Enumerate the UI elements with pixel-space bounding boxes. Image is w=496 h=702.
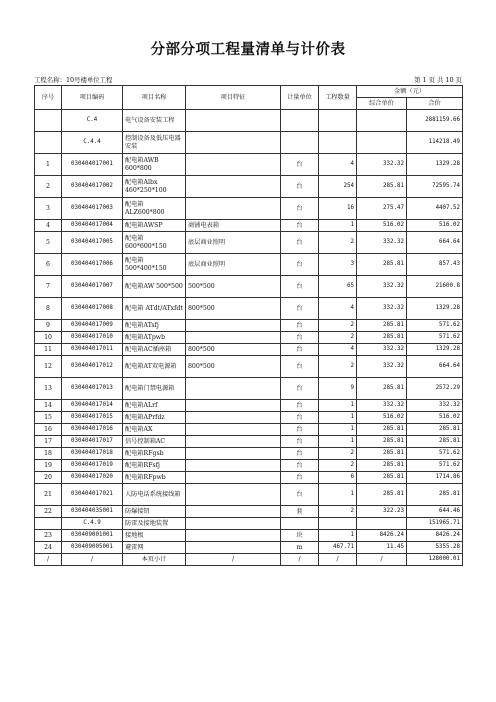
header-feature: 项目特征 xyxy=(186,86,281,110)
cell-qty: 3 xyxy=(319,254,357,276)
cell-qty xyxy=(319,518,357,530)
cell-code: 030409001001 xyxy=(62,530,123,542)
cell-qty: 2 xyxy=(319,356,357,378)
cell-seq: 13 xyxy=(35,378,62,400)
cell-qty: 2 xyxy=(319,320,357,332)
cell-seq: 21 xyxy=(35,484,62,506)
cell-total: 114218.49 xyxy=(407,132,463,154)
cell-code: 030404017004 xyxy=(62,220,123,232)
cell-code: 030404017001 xyxy=(62,154,123,176)
cell-code: 030404017013 xyxy=(62,378,123,400)
cell-code: 030404017002 xyxy=(62,176,123,198)
bill-of-quantities-table xyxy=(34,85,463,566)
cell-feature xyxy=(186,198,281,220)
cell-name: 配电箱ATpwb xyxy=(123,332,186,344)
cell-code: C.4.4 xyxy=(62,132,123,154)
table-row xyxy=(35,254,463,276)
cell-unit: 台 xyxy=(281,484,319,506)
cell-unit-price: 285.81 xyxy=(357,436,407,448)
cell-name: 配电箱Albx 460*250*100 xyxy=(123,176,186,198)
cell-name: 人防电话系统接线箱 xyxy=(123,484,186,506)
cell-seq: / xyxy=(35,554,62,566)
cell-unit: 台 xyxy=(281,356,319,378)
cell-unit xyxy=(281,132,319,154)
cell-feature xyxy=(186,460,281,472)
cell-feature xyxy=(186,378,281,400)
cell-unit-price: 332.32 xyxy=(357,356,407,378)
cell-total: 571.62 xyxy=(407,448,463,460)
cell-unit: 套 xyxy=(281,506,319,518)
cell-unit-price: 285.81 xyxy=(357,378,407,400)
cell-unit-price: 516.02 xyxy=(357,412,407,424)
cell-name: 配电箱AWB 600*800 xyxy=(123,154,186,176)
cell-total: 516.02 xyxy=(407,412,463,424)
cell-name: 配电箱门禁电源箱 xyxy=(123,378,186,400)
cell-name: 防雷及接地装置 xyxy=(123,518,186,530)
cell-feature xyxy=(186,154,281,176)
cell-seq: 8 xyxy=(35,298,62,320)
table-row xyxy=(35,412,463,424)
cell-total: 1329.28 xyxy=(407,298,463,320)
cell-seq: 15 xyxy=(35,412,62,424)
cell-feature xyxy=(186,542,281,554)
cell-qty: 2 xyxy=(319,332,357,344)
cell-name: 配电箱RFsfj xyxy=(123,460,186,472)
cell-unit: 台 xyxy=(281,198,319,220)
header-name: 项目名称 xyxy=(123,86,186,110)
cell-code: 030404017014 xyxy=(62,400,123,412)
cell-qty xyxy=(319,110,357,132)
cell-qty: 16 xyxy=(319,198,357,220)
cell-code: C.4 xyxy=(62,110,123,132)
cell-feature: 800*500 xyxy=(186,298,281,320)
cell-name: 配电箱RFgsb xyxy=(123,448,186,460)
table-row xyxy=(35,220,463,232)
cell-seq: 16 xyxy=(35,424,62,436)
cell-unit: 台 xyxy=(281,344,319,356)
cell-total: 571.62 xyxy=(407,460,463,472)
cell-seq: 20 xyxy=(35,472,62,484)
cell-unit: 台 xyxy=(281,400,319,412)
cell-unit-price: 285.81 xyxy=(357,254,407,276)
cell-code: 030404017021 xyxy=(62,484,123,506)
table-row xyxy=(35,472,463,484)
cell-seq: 2 xyxy=(35,176,62,198)
cell-feature xyxy=(186,436,281,448)
cell-name: 电气设备安装工程 xyxy=(123,110,186,132)
cell-name: 配电箱AT双电源箱 xyxy=(123,356,186,378)
cell-name: 配电箱ATsfj xyxy=(123,320,186,332)
page-title: 分部分项工程量清单与计价表 xyxy=(150,42,346,58)
cell-unit-price: 285.81 xyxy=(357,484,407,506)
cell-feature: 800*500 xyxy=(186,344,281,356)
cell-seq: 10 xyxy=(35,332,62,344)
cell-code: 030404017019 xyxy=(62,460,123,472)
cell-feature: 500*500 xyxy=(186,276,281,298)
cell-total: 644.46 xyxy=(407,506,463,518)
header-meta xyxy=(34,75,462,85)
cell-code: 030404017011 xyxy=(62,344,123,356)
table-row xyxy=(35,332,463,344)
cell-code: 030404017003 xyxy=(62,198,123,220)
cell-unit-price: 285.81 xyxy=(357,448,407,460)
table-row xyxy=(35,484,463,506)
cell-unit: 台 xyxy=(281,320,319,332)
cell-qty: 467.71 xyxy=(319,542,357,554)
cell-code: 030404017018 xyxy=(62,448,123,460)
table-row xyxy=(35,554,463,566)
cell-unit-price: 285.81 xyxy=(357,472,407,484)
cell-feature: 底层商业照明 xyxy=(186,254,281,276)
cell-unit-price: 332.32 xyxy=(357,344,407,356)
cell-unit: m xyxy=(281,542,319,554)
table-row xyxy=(35,298,463,320)
cell-name: 防爆接钮 xyxy=(123,506,186,518)
cell-unit: 台 xyxy=(281,460,319,472)
cell-name: 配电箱 500*400*150 xyxy=(123,254,186,276)
cell-qty: 2 xyxy=(319,232,357,254)
cell-unit: 台 xyxy=(281,176,319,198)
cell-name: 配电箱AW 500*500 xyxy=(123,276,186,298)
cell-total: 128000.01 xyxy=(407,554,463,566)
cell-total: 516.02 xyxy=(407,220,463,232)
cell-code: 030404017008 xyxy=(62,298,123,320)
cell-total: 21600.8 xyxy=(407,276,463,298)
cell-total: 571.62 xyxy=(407,332,463,344)
cell-qty: 2 xyxy=(319,448,357,460)
cell-unit-price: 285.81 xyxy=(357,320,407,332)
cell-qty: 2 xyxy=(319,506,357,518)
cell-qty: 2 xyxy=(319,460,357,472)
cell-code: 030404017020 xyxy=(62,472,123,484)
cell-code: 030404035001 xyxy=(62,506,123,518)
table-row xyxy=(35,154,463,176)
cell-code: / xyxy=(62,554,123,566)
cell-code: 030404017009 xyxy=(62,320,123,332)
cell-seq: 23 xyxy=(35,530,62,542)
cell-unit: 台 xyxy=(281,424,319,436)
cell-total: 1714.86 xyxy=(407,472,463,484)
cell-feature xyxy=(186,320,281,332)
cell-total: 2572.29 xyxy=(407,378,463,400)
page-info: 第 1 页 共 10 页 xyxy=(414,76,462,84)
cell-name: 控制设备及低压电器安装 xyxy=(123,132,186,154)
cell-qty: / xyxy=(319,554,357,566)
cell-unit-price: 332.32 xyxy=(357,232,407,254)
cell-seq: 24 xyxy=(35,542,62,554)
cell-seq: 7 xyxy=(35,276,62,298)
cell-unit: 台 xyxy=(281,472,319,484)
cell-feature xyxy=(186,530,281,542)
cell-unit-price: 275.47 xyxy=(357,198,407,220)
cell-unit-price: 8426.24 xyxy=(357,530,407,542)
cell-qty: 1 xyxy=(319,424,357,436)
cell-total: 285.81 xyxy=(407,424,463,436)
cell-feature xyxy=(186,176,281,198)
cell-code: 030404017016 xyxy=(62,424,123,436)
cell-qty: 9 xyxy=(319,378,357,400)
cell-seq xyxy=(35,110,62,132)
table-row xyxy=(35,232,463,254)
cell-unit: 台 xyxy=(281,254,319,276)
cell-name: 本页小计 xyxy=(123,554,186,566)
cell-feature xyxy=(186,332,281,344)
cell-total: 4407.52 xyxy=(407,198,463,220)
table-row xyxy=(35,448,463,460)
cell-total: 72595.74 xyxy=(407,176,463,198)
cell-unit-price: 332.32 xyxy=(357,298,407,320)
cell-unit: 台 xyxy=(281,412,319,424)
cell-code: 030404017015 xyxy=(62,412,123,424)
cell-unit-price: 285.81 xyxy=(357,176,407,198)
table-row xyxy=(35,436,463,448)
cell-unit: / xyxy=(281,554,319,566)
cell-feature xyxy=(186,110,281,132)
cell-feature: 底层商业照明 xyxy=(186,232,281,254)
cell-total: 664.64 xyxy=(407,232,463,254)
cell-unit-price xyxy=(357,132,407,154)
cell-feature: 800*500 xyxy=(186,356,281,378)
table-row xyxy=(35,320,463,332)
cell-seq: 5 xyxy=(35,232,62,254)
cell-unit-price: 516.02 xyxy=(357,220,407,232)
cell-total: 5355.28 xyxy=(407,542,463,554)
cell-total: 1329.28 xyxy=(407,154,463,176)
cell-seq: 3 xyxy=(35,198,62,220)
cell-total: 285.81 xyxy=(407,436,463,448)
cell-unit: 台 xyxy=(281,276,319,298)
cell-unit xyxy=(281,110,319,132)
cell-code: 030404017007 xyxy=(62,276,123,298)
header-qty: 工程数量 xyxy=(319,86,357,110)
cell-total: 1329.28 xyxy=(407,344,463,356)
cell-qty: 1 xyxy=(319,484,357,506)
cell-feature: / xyxy=(186,554,281,566)
header-unit: 计量单位 xyxy=(281,86,319,110)
cell-unit: 台 xyxy=(281,436,319,448)
table-row xyxy=(35,356,463,378)
table-row xyxy=(35,400,463,412)
cell-seq: 6 xyxy=(35,254,62,276)
header-code: 项目编码 xyxy=(62,86,123,110)
header-seq: 序号 xyxy=(35,86,62,110)
cell-code: 030404017017 xyxy=(62,436,123,448)
cell-unit: 台 xyxy=(281,448,319,460)
cell-seq: 22 xyxy=(35,506,62,518)
cell-seq: 9 xyxy=(35,320,62,332)
cell-seq xyxy=(35,518,62,530)
cell-seq: 12 xyxy=(35,356,62,378)
cell-total: 285.81 xyxy=(407,484,463,506)
cell-unit-price: 322.23 xyxy=(357,506,407,518)
cell-total: 857.43 xyxy=(407,254,463,276)
cell-total: 664.64 xyxy=(407,356,463,378)
table-row xyxy=(35,176,463,198)
cell-total: 2881159.66 xyxy=(407,110,463,132)
cell-seq: 11 xyxy=(35,344,62,356)
table-row xyxy=(35,344,463,356)
cell-name: 配电箱 ALZ600*800 xyxy=(123,198,186,220)
cell-name: 避雷网 xyxy=(123,542,186,554)
cell-feature xyxy=(186,400,281,412)
header-total: 合价 xyxy=(407,98,463,110)
cell-unit-price: 332.32 xyxy=(357,400,407,412)
cell-feature xyxy=(186,518,281,530)
cell-qty: 254 xyxy=(319,176,357,198)
table-row xyxy=(35,506,463,518)
cell-unit: 台 xyxy=(281,220,319,232)
cell-total: 8426.24 xyxy=(407,530,463,542)
cell-seq: 17 xyxy=(35,436,62,448)
cell-code: 030404017005 xyxy=(62,232,123,254)
cell-seq: 1 xyxy=(35,154,62,176)
table-row xyxy=(35,460,463,472)
cell-name: 配电箱ALrf xyxy=(123,400,186,412)
cell-qty: 6 xyxy=(319,472,357,484)
cell-qty: 4 xyxy=(319,298,357,320)
cell-unit: 台 xyxy=(281,332,319,344)
cell-unit-price: 332.32 xyxy=(357,276,407,298)
cell-feature xyxy=(186,412,281,424)
cell-feature xyxy=(186,132,281,154)
table-row xyxy=(35,276,463,298)
table-row xyxy=(35,198,463,220)
cell-seq: 4 xyxy=(35,220,62,232)
cell-qty: 1 xyxy=(319,530,357,542)
cell-unit-price: 285.81 xyxy=(357,460,407,472)
cell-unit-price xyxy=(357,518,407,530)
table-row xyxy=(35,518,463,530)
cell-unit: 台 xyxy=(281,154,319,176)
cell-feature xyxy=(186,506,281,518)
cell-name: 信号控制箱AC xyxy=(123,436,186,448)
cell-unit-price xyxy=(357,110,407,132)
table-row xyxy=(35,132,463,154)
cell-total: 571.62 xyxy=(407,320,463,332)
cell-name: 接地极 xyxy=(123,530,186,542)
cell-total: 151965.71 xyxy=(407,518,463,530)
cell-name: 配电箱RFpwb xyxy=(123,472,186,484)
project-name: 工程名称：10号楼单位工程 xyxy=(34,76,113,84)
cell-name: 配电箱 600*600*150 xyxy=(123,232,186,254)
cell-feature xyxy=(186,472,281,484)
cell-name: 配电箱AX xyxy=(123,424,186,436)
cell-code: 030404017006 xyxy=(62,254,123,276)
cell-feature xyxy=(186,484,281,506)
cell-unit-price: 11.45 xyxy=(357,542,407,554)
cell-name: 配电箱APrfdz xyxy=(123,412,186,424)
cell-qty xyxy=(319,132,357,154)
cell-unit: 台 xyxy=(281,378,319,400)
table-row xyxy=(35,378,463,400)
cell-unit: 台 xyxy=(281,232,319,254)
cell-qty: 65 xyxy=(319,276,357,298)
cell-feature xyxy=(186,448,281,460)
cell-unit: 块 xyxy=(281,530,319,542)
cell-unit-price: 285.81 xyxy=(357,332,407,344)
cell-seq: 14 xyxy=(35,400,62,412)
cell-unit-price: 285.81 xyxy=(357,424,407,436)
cell-feature: 商铺电表箱 xyxy=(186,220,281,232)
cell-qty: 1 xyxy=(319,436,357,448)
cell-qty: 1 xyxy=(319,412,357,424)
cell-name: 配电箱AWSP xyxy=(123,220,186,232)
cell-total: 332.32 xyxy=(407,400,463,412)
cell-code: C.4.9 xyxy=(62,518,123,530)
cell-unit xyxy=(281,518,319,530)
table-row xyxy=(35,424,463,436)
cell-name: 配电箱 ATdt/ATxfdt xyxy=(123,298,186,320)
cell-unit: 台 xyxy=(281,298,319,320)
cell-seq xyxy=(35,132,62,154)
cell-qty: 4 xyxy=(319,344,357,356)
header-amount: 金额（元） xyxy=(357,86,463,98)
cell-code: 030409005001 xyxy=(62,542,123,554)
table-row xyxy=(35,530,463,542)
cell-qty: 1 xyxy=(319,220,357,232)
header-unit-price: 综合单价 xyxy=(357,98,407,110)
cell-unit-price: 332.32 xyxy=(357,154,407,176)
cell-feature xyxy=(186,424,281,436)
cell-unit-price: / xyxy=(357,554,407,566)
cell-qty: 1 xyxy=(319,400,357,412)
cell-name: 配电箱AC插座箱 xyxy=(123,344,186,356)
cell-seq: 19 xyxy=(35,460,62,472)
table-row xyxy=(35,110,463,132)
table-row xyxy=(35,542,463,554)
cell-code: 030404017012 xyxy=(62,356,123,378)
cell-seq: 18 xyxy=(35,448,62,460)
cell-qty: 4 xyxy=(319,154,357,176)
cell-code: 030404017010 xyxy=(62,332,123,344)
